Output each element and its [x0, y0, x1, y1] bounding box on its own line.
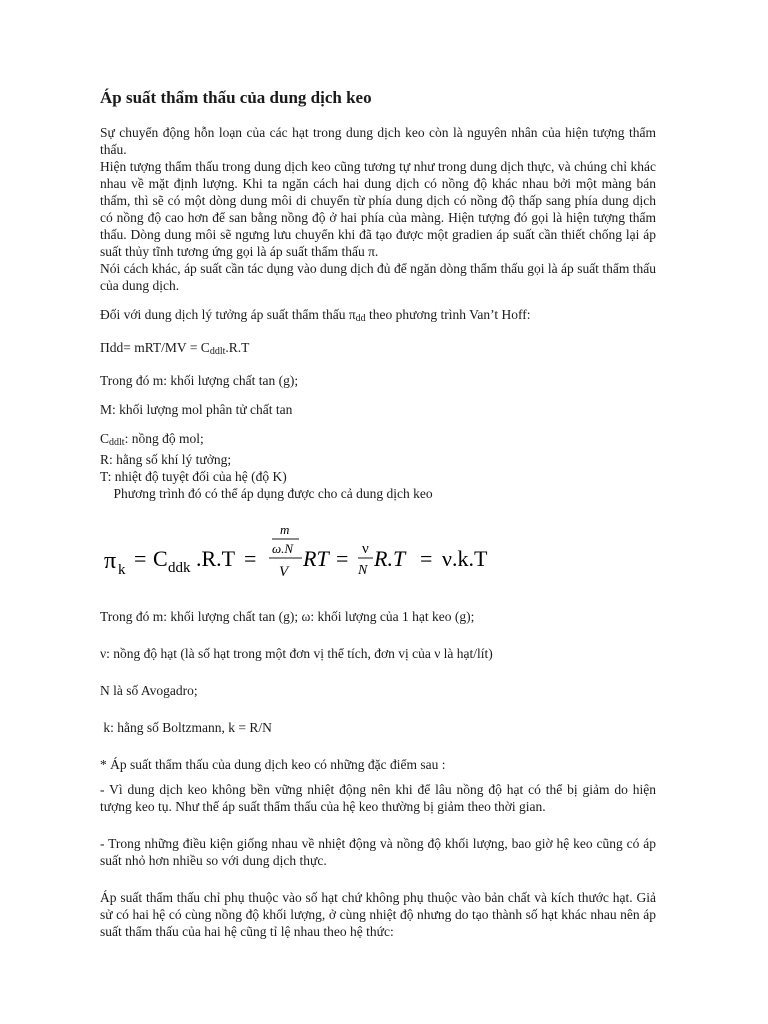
definition-m: Trong đó m: khối lượng chất tan (g);: [100, 373, 299, 388]
formula-frac-omegaN: ω.N: [272, 541, 294, 556]
feature-1: - Vì dung dịch keo không bền vững nhiệt động nên khi để lâu nồng độ hạt có thể bị giảm do hiện tượng keo tụ. Như thế áp suất thẩm thấu của hệ keo thường bị giảm theo thời gian.: [100, 782, 656, 814]
definition-C-text: : nồng độ mol;: [124, 431, 204, 446]
definition-M: M: khối lượng mol phân tử chất tan: [100, 402, 293, 417]
formula-pi: π: [104, 548, 117, 574]
definition2-N: N là số Avogadro;: [100, 683, 198, 698]
definition-R: R: hằng số khí lý tưởng;: [100, 452, 232, 467]
definition-C-sub: ddlt: [109, 437, 125, 448]
equation-part-a: Πdd= mRT/MV = C: [100, 340, 210, 355]
vant-hoff-suffix: theo phương trình Van’t Hoff:: [365, 307, 531, 322]
paragraph-definition: Nói cách khác, áp suất cần tác dụng vào dung dịch đủ để ngăn dòng thẩm thấu gọi là áp suất thẩm thấu của dung dịch.: [100, 261, 656, 293]
formula-C-sub: ddk: [168, 560, 191, 576]
page-title: Áp suất thẩm thấu của dung dịch keo: [100, 88, 372, 107]
formula-frac-m: m: [280, 522, 290, 537]
document-page: [100, 86, 656, 940]
formula-nu: ν: [362, 541, 369, 557]
formula-RT: .R.T: [196, 546, 236, 571]
definition-T: T: nhiệt độ tuyệt đối của hệ (độ K): [100, 469, 287, 484]
definition2-k: k: hằng số Boltzmann, k = R/N: [100, 720, 272, 735]
equation-vant-hoff: [100, 339, 656, 360]
feature-2: - Trong những điều kiện giống nhau về nhiệt động và nồng độ khối lượng, bao giờ hệ keo cũng có áp suất nhỏ hơn nhiều so với dung dịch thực.: [100, 836, 656, 868]
definition2-nu: ν: nồng độ hạt (là số hạt trong một đơn vị thể tích, đơn vị của ν là hạt/lít): [100, 646, 493, 661]
formula-eq-4: =: [420, 546, 433, 571]
formula-pi-sub: k: [118, 562, 126, 578]
definition-C-symbol: C: [100, 431, 110, 446]
final-paragraph: Áp suất thẩm thấu chỉ phụ thuộc vào số hạt chứ không phụ thuộc vào bản chất và kích thước hạt. Giả sử có hai hệ có cùng nồng độ khối lượng, ở cùng nhiệt độ nhưng do tạo thành số hạt khác nhau nên áp suất thẩm thấu của hai hệ cũng tỉ lệ nhau theo hệ thức:: [100, 890, 656, 939]
definition-C: [100, 430, 656, 451]
definition2-m: Trong đó m: khối lượng chất tan (g); ω: khối lượng của 1 hạt keo (g);: [100, 609, 475, 624]
formula-svg: [100, 520, 656, 590]
colloid-osmotic-formula: [100, 520, 656, 586]
formula-frac-V: V: [279, 564, 289, 580]
vant-hoff-sub: dd: [355, 313, 366, 324]
equation-sub: ddlt: [209, 346, 226, 357]
paragraph-vant-hoff: [100, 306, 656, 327]
features-title: * Áp suất thẩm thấu của dung dịch keo có những đặc điểm sau :: [100, 757, 446, 772]
equation-part-b: .R.T: [225, 340, 250, 355]
definition-apply: Phương trình đó có thể áp dụng được cho cả dung dịch keo: [100, 486, 433, 501]
paragraph-osmosis: Hiện tượng thẩm thấu trong dung dịch keo cũng tương tự như trong dung dịch thực, và chúng chỉ khác nhau về mặt định lượng. Khi ta ngăn cách hai dung dịch có nồng độ khác nhau bởi một màng bán thấm, thì sẽ có một dòng dung môi di chuyển từ phía dung dịch có nồng độ thấp sang phía dung dịch có nồng độ cao hơn để san bằng nồng độ ở hai phía của màng. Hiện tượng đó gọi là hiện tượng thẩm thấu. Dòng dung môi sẽ ngưng lưu chuyển khi đã tạo được một gradien áp suất cần thiết chống lại áp suất thủy tĩnh tương ứng gọi là áp suất thẩm thấu π.: [100, 159, 656, 259]
vant-hoff-prefix: Đối với dung dịch lý tưởng áp suất thẩm thấu π: [100, 307, 356, 322]
formula-nukT: ν.k.T: [442, 546, 488, 571]
formula-RT3: R.T: [374, 546, 406, 571]
formula-N: N: [358, 563, 368, 578]
formula-RT2: RT: [303, 546, 329, 571]
formula-eq-3: =: [336, 546, 349, 571]
paragraph-intro: Sự chuyển động hỗn loạn của các hạt trong dung dịch keo còn là nguyên nhân của hiện tượng thẩm thấu.: [100, 125, 656, 157]
formula-C: C: [153, 546, 168, 571]
formula-eq-2: =: [244, 546, 257, 571]
formula-eq-1: =: [134, 546, 147, 571]
